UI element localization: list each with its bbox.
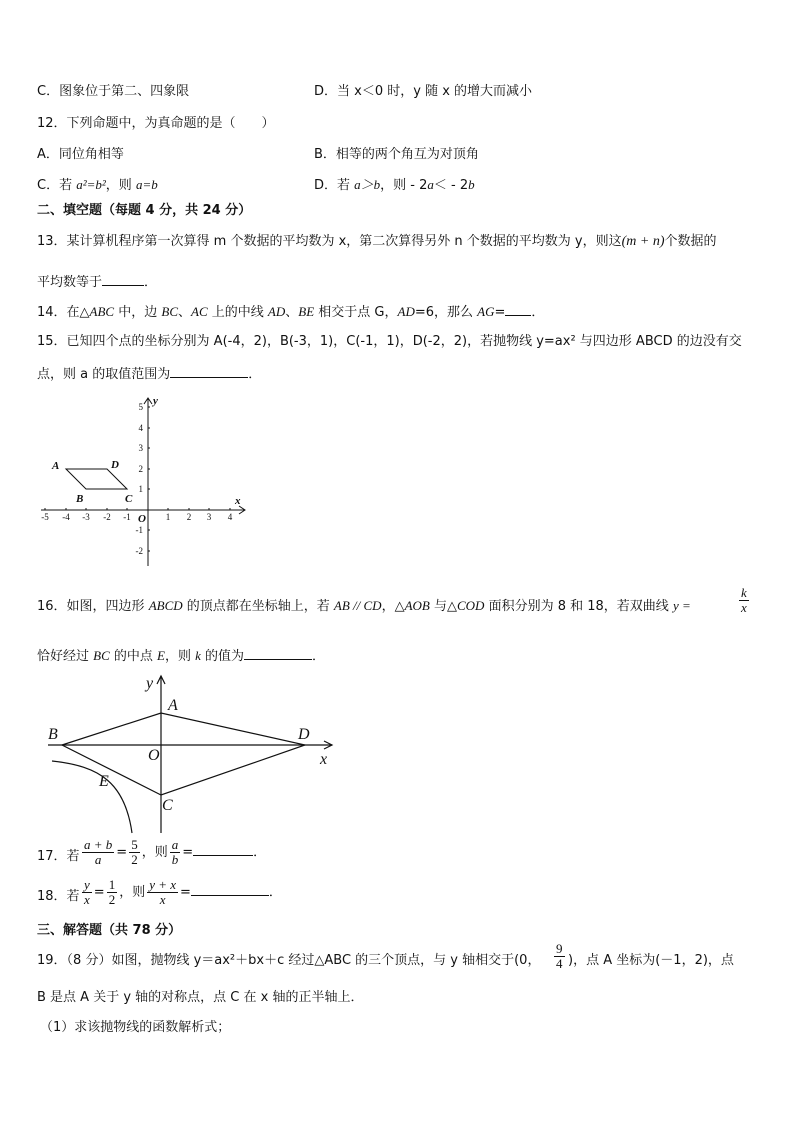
q12-stem: 12．下列命题中，为真命题的是（ ） [37, 116, 275, 131]
point-label-e: E [99, 773, 109, 790]
x-tick-label: 4 [227, 512, 233, 522]
x-tick-label: -1 [123, 512, 131, 522]
x-tick-label: -2 [103, 512, 111, 522]
x-tick-label: -3 [82, 512, 90, 522]
point-label-a: A [168, 697, 178, 714]
y-tick-label: -1 [135, 525, 143, 535]
fraction: $\frac{1}{2}$ [108, 877, 116, 907]
x-tick-label: 2 [186, 512, 192, 522]
q12-option-d: D．若 a＞b，则 - 2a＜ - 2b [314, 177, 475, 193]
x-tick-label: -4 [62, 512, 70, 522]
y-tick-label: 3 [138, 443, 143, 453]
q13-line2: 平均数等于 ． [37, 272, 157, 291]
point-label-c: C [162, 797, 173, 814]
fraction: $\frac{5}{2}$ [131, 837, 138, 867]
x-axis-label: x [320, 751, 328, 768]
q15-line2: 点，则 a 的取值范围为 ． [37, 364, 261, 383]
q12-option-a: A．同位角相等 [37, 147, 124, 162]
answer-blank[interactable] [102, 272, 144, 286]
fraction: $\frac{a + b}{a}$ [84, 837, 113, 867]
q19-fraction: $\frac{9}{4}$ [556, 941, 563, 971]
origin-label: O [138, 513, 146, 525]
x-axis-label: x [235, 495, 241, 507]
q18: 18．若 [37, 889, 80, 904]
hyperbola-curve [52, 761, 132, 833]
y-tick-label: 4 [138, 423, 143, 433]
quadrilateral-abcd [66, 469, 127, 489]
q18-math: $\frac{y}{x}$ = $\frac{1}{2}$ ，则 $\frac{y + x}{x}$ = ． [84, 877, 282, 907]
q16-line2: 恰好经过 BC 的中点 E，则 k 的值为 ． [37, 648, 326, 664]
q16-kite-figure [40, 668, 350, 840]
q11-option-d: D．当 x＜0 时，y 随 x 的增大而减小 [314, 84, 533, 99]
section-heading-solve: 三、解答题（共 78 分） [37, 923, 182, 938]
q15-coordinate-figure [35, 392, 250, 570]
point-label-c: C [125, 493, 133, 505]
y-tick-label: 1 [138, 484, 143, 494]
q19-line1-end: )，点 A 坐标为(－1，2)，点 [568, 953, 734, 968]
point-label-d: D [298, 726, 310, 743]
q11-option-c: C．图象位于第二、四象限 [37, 84, 190, 99]
answer-blank[interactable] [170, 364, 248, 378]
x-tick-label: 1 [165, 512, 171, 522]
y-axis-label: y [153, 395, 158, 407]
q17: 17．若 [37, 849, 80, 864]
y-tick-label: -2 [135, 546, 143, 556]
y-tick-label: 5 [138, 402, 143, 412]
fraction: $\frac{y}{x}$ [84, 877, 90, 907]
fraction: $\frac{y + x}{x}$ [149, 877, 177, 907]
q17-math: $\frac{a + b}{a}$ = $\frac{5}{2}$ ，则 $\frac{a}{b}$ = ． [84, 837, 267, 867]
q16-line1: 16．如图，四边形 ABCD 的顶点都在坐标轴上，若 AB // CD，△AOB 与△COD 面积分别为 8 和 18，若双曲线 y = [37, 598, 691, 614]
section-heading-fill-blank: 二、填空题（每题 4 分，共 24 分） [37, 203, 252, 218]
x-tick-label: 3 [206, 512, 212, 522]
answer-blank[interactable] [193, 842, 253, 856]
point-label-a: A [52, 460, 60, 472]
fraction: $\frac{a}{b}$ [171, 837, 179, 867]
q19-line2: B 是点 A 关于 y 轴的对称点，点 C 在 x 轴的正半轴上． [37, 990, 364, 1005]
point-label-b: B [48, 726, 58, 743]
q19-subquestion-1: （1）求该抛物线的函数解析式； [40, 1020, 231, 1035]
q12-option-b: B．相等的两个角互为对顶角 [314, 147, 479, 162]
q19-line1: 19．（8 分）如图，抛物线 y＝ax²＋bx＋c 经过△ABC 的三个顶点，与 y 轴相交于(0， [37, 953, 541, 968]
q12-option-c: C．若 a²=b²，则 a=b [37, 177, 158, 193]
y-axis-label: y [146, 675, 154, 692]
hyperbola-fraction: $\frac{k}{x}$ [741, 585, 747, 615]
y-tick-label: 2 [138, 464, 143, 474]
point-label-d: D [111, 459, 119, 471]
q15-line1: 15．已知四个点的坐标分别为 A(-4，2)，B(-3，1)，C(-1，1)，D(-2，2)，若抛物线 y=ax² 与四边形 ABCD 的边没有交 [37, 334, 742, 349]
answer-blank[interactable] [244, 646, 312, 660]
answer-blank[interactable] [505, 302, 531, 316]
q13-line1: 13．某计算机程序第一次算得 m 个数据的平均数为 x，第二次算得另外 n 个数据的平均数为 y，则这(m + n)个数据的 [37, 234, 717, 249]
answer-blank[interactable] [191, 882, 269, 896]
origin-label: O [148, 747, 160, 764]
point-label-b: B [76, 493, 84, 505]
q14: 14．在△ABC 中，边 BC、AC 上的中线 AD、BE 相交于点 G，AD=6，那么 AG= ． [37, 304, 545, 320]
x-tick-label: -5 [41, 512, 49, 522]
